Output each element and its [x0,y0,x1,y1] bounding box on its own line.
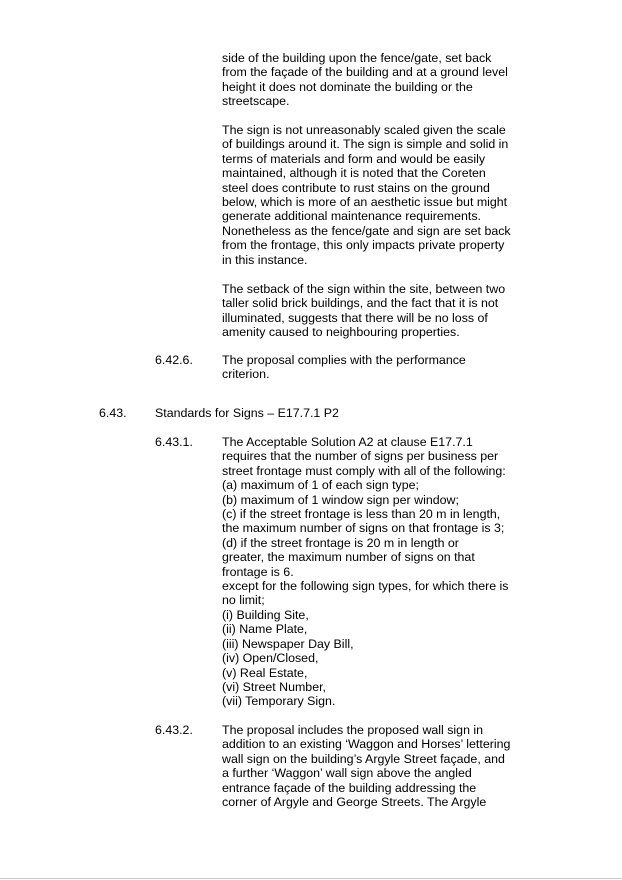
text-line: side of the building upon the fence/gate, set back [222,51,492,65]
text-line: requires that the number of signs per business per [222,449,499,464]
section-number-6-43: 6.43. [99,406,127,420]
clause-6-42-6-text [222,353,522,382]
text-line: taller solid brick buildings, and the fact that it is not [222,296,499,311]
text-line: (v) Real Estate, [222,665,308,680]
text-line: in this instance. [222,252,308,267]
text-line: (iv) Open/Closed, [222,651,319,666]
text-line: addition to an existing ‘Waggon and Horses’ lettering [222,737,511,752]
text-line: The setback of the sign within the site, between two [222,282,506,296]
paragraph-sign-scale [222,123,522,267]
paragraph-fence-gate [222,51,522,109]
text-line: (d) if the street frontage is 20 m in length or [222,535,459,550]
text-line: maintained, although it is noted that the Coreten [222,166,486,181]
text-line: wall sign on the building’s Argyle Street façade, and [222,751,505,766]
section-heading: Standards for Signs – E17.7.1 P2 [155,406,339,420]
text-line: street frontage must comply with all of the following: [222,463,506,478]
text-line: frontage is 6. [222,564,294,579]
text-line: no limit; [222,593,265,608]
text-line: terms of materials and form and would be easily [222,151,486,166]
text-line: below, which is more of an aesthetic issue but might [222,195,508,210]
text-line: (vi) Street Number, [222,679,326,694]
text-line: (iii) Newspaper Day Bill, [222,636,354,651]
text-line: of buildings around it. The sign is simple and solid in [222,137,509,152]
text-line: entrance façade of the building addressing the [222,780,477,795]
clause-number-6-43-1: 6.43.1. [155,435,193,449]
clause-6-43-2-text [222,723,522,809]
text-line: (vii) Temporary Sign. [222,694,336,709]
text-line: steel does contribute to rust stains on the ground [222,180,490,195]
text-line: greater, the maximum number of signs on that [222,550,475,565]
text-line: criterion. [222,367,270,382]
text-line: The proposal complies with the performance [222,353,466,367]
text-line: from the frontage, this only impacts private property [222,238,505,253]
clause-number-6-43-2: 6.43.2. [155,723,193,737]
text-line: (c) if the street frontage is less than 20 m in length, [222,507,501,522]
text-line: from the façade of the building and at a ground level [222,65,508,80]
text-line: (a) maximum of 1 of each sign type; [222,478,419,493]
text-line: The Acceptable Solution A2 at clause E17.7.1 [222,435,473,449]
clause-6-43-1-text [222,435,522,709]
page-bottom-divider [0,878,622,879]
text-line: except for the following sign types, for which there is [222,579,509,594]
text-line: Nonetheless as the fence/gate and sign are set back [222,223,511,238]
text-line: corner of Argyle and George Streets. The Argyle [222,795,487,810]
text-line: the maximum number of signs on that frontage is 3; [222,521,505,536]
paragraph-setback [222,282,522,340]
text-line: (ii) Name Plate, [222,622,308,637]
text-line: height it does not dominate the building or the [222,79,473,94]
text-line: amenity caused to neighbouring properties. [222,325,460,340]
text-line: The proposal includes the proposed wall sign in [222,723,484,737]
text-line: (b) maximum of 1 window sign per window; [222,492,459,507]
text-line: illuminated, suggests that there will be no loss of [222,310,488,325]
clause-number-6-42-6: 6.42.6. [155,353,193,367]
text-line: (i) Building Site, [222,607,309,622]
text-line: streetscape. [222,94,290,109]
text-line: generate additional maintenance requirements. [222,209,481,224]
text-line: a further ‘Waggon’ wall sign above the angled [222,766,472,781]
text-line: The sign is not unreasonably scaled given the scale [222,123,506,137]
